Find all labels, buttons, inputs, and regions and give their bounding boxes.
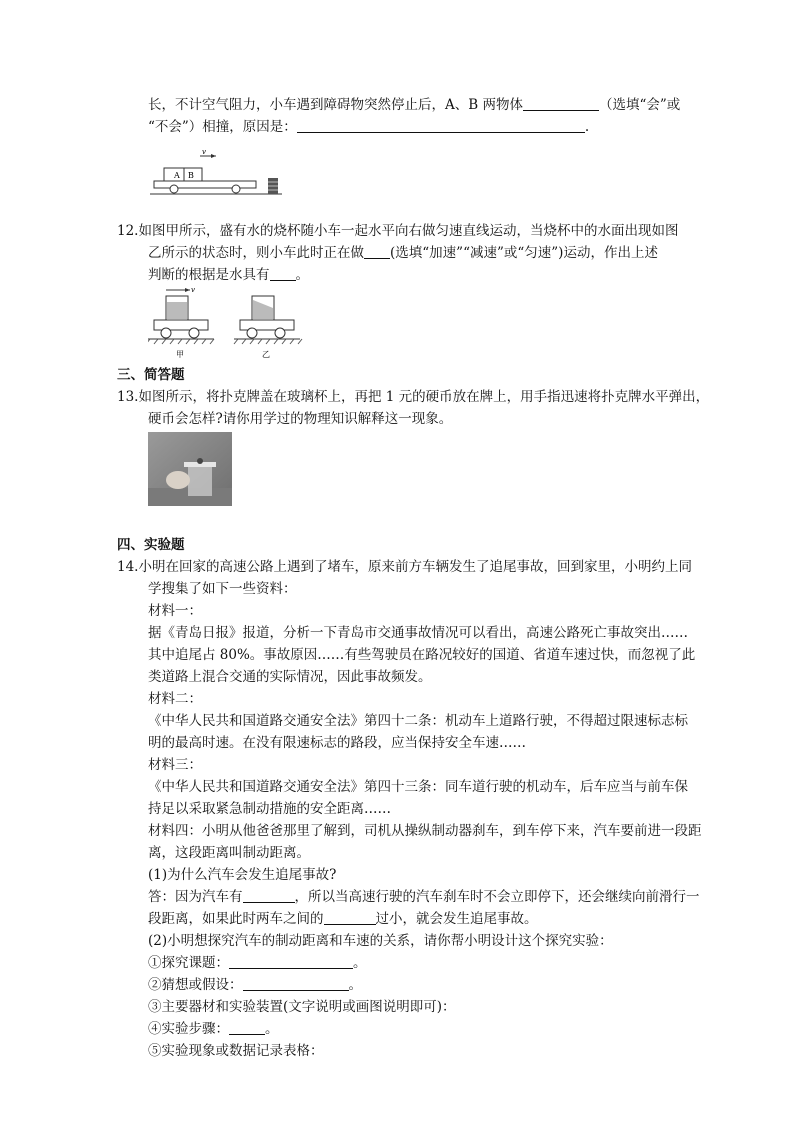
material-text: 类道路上混合交通的实际情况，因此事故频发。 [148,669,432,685]
design-item-label: ①探究课题： [148,955,229,971]
material-title: 材料三： [148,757,202,773]
answer-blank[interactable] [364,244,390,259]
material-text: 其中追尾占 80%。事故原因……有些驾驶员在路况较好的国道、省道车速过快，而忽视了此 [148,647,696,663]
glass [188,466,212,496]
block-a-label: A [174,171,180,180]
material-text: 离，这段距离叫制动距离。 [148,845,310,861]
sub-question: (1)为什么汽车会发生追尾事故? [148,867,337,883]
q12-text: 乙所示的状态时，则小车此时正在做 [148,245,364,261]
material-text: 《中华人民共和国道路交通安全法》第四十三条：同车道行驶的机动车，后车应当与前车保 [148,779,688,795]
design-item-label: ②猜想或假设： [148,977,243,993]
q14-line1: 14.小明在回家的高速公路上遇到了堵车，原来前方车辆发生了追尾事故，回到家里，小明约上同 [117,559,692,575]
answer-blank[interactable] [270,266,296,281]
answer-blank[interactable] [297,118,585,133]
q11-text: 长，不计空气阻力，小车遇到障碍物突然停止后，A、B 两物体 [148,97,523,113]
material-title: 材料二： [148,691,202,707]
material-text: 明的最高时速。在没有限速标志的路段，应当保持安全车速…… [148,735,526,751]
material-text: 持足以采取紧急制动措施的安全距离…… [148,801,391,817]
q14-line2: 学搜集了如下一些资料： [148,581,297,597]
design-item-end: 。 [348,977,362,993]
design-item-label: ④实验步骤： [148,1021,229,1037]
answer-blank[interactable] [523,96,599,111]
q12-line3 [148,266,309,284]
coin [197,458,203,464]
cart-body [154,181,256,188]
design-item [148,976,362,994]
q11-text: . [584,119,590,135]
q12-text: 。 [295,267,309,283]
q13-line2: 硬币会怎样?请你用学过的物理知识解释这一现象。 [148,411,453,427]
q11-line2 [148,118,589,136]
design-item-end: 。 [265,1021,279,1037]
design-item [148,1020,279,1038]
answer-blank[interactable] [243,976,349,991]
wheel [170,185,178,193]
q12-text: 判断的根据是水具有 [148,267,270,283]
caption-jia: 甲 [176,350,184,359]
cart-obstacle-figure [150,146,285,198]
section-heading: 四、实验题 [117,537,185,553]
hand [166,471,190,489]
material-text: 材料四：小明从他爸爸那里了解到，司机从操纵制动器刹车，到车停下来，汽车要前进一段距 [148,823,702,839]
cart-yi [240,320,294,330]
answer-blank[interactable] [229,1020,265,1035]
q12-line2 [148,244,658,262]
q12-text: (选填“加速”“减速”或“匀速”)运动，作出上述 [390,245,658,261]
water-jia [167,302,187,319]
answer-blank[interactable] [229,954,353,969]
answer-text: 答：因为汽车有 [148,889,243,905]
q11-line1 [148,96,680,114]
design-item: ⑤实验现象或数据记录表格： [148,1043,324,1059]
design-item: ③主要器材和实验装置(文字说明或画图说明即可)： [148,999,456,1015]
material-title: 材料一： [148,603,202,619]
material-text: 《中华人民共和国道路交通安全法》第四十二条：机动车上道路行驶，不得超过限速标志标 [148,713,688,729]
section-heading: 三、简答题 [117,367,185,383]
sub-question: (2)小明想探究汽车的制动距离和车速的关系，请你帮小明设计这个探究实验： [148,933,613,949]
q12-line1: 12.如图甲所示，盛有水的烧杯随小车一起水平向右做匀速直线运动，当烧杯中的水面出现如图 [117,223,679,239]
material-text: 据《青岛日报》报道，分析一下青岛市交通事故情况可以看出，高速公路死亡事故突出…… [148,625,688,641]
answer-blank[interactable] [243,888,295,903]
answer-line [148,910,538,928]
answer-line [148,888,700,906]
velocity-label: v [191,286,195,294]
caption-yi: 乙 [262,350,270,359]
design-item-end: 。 [353,955,367,971]
answer-text: 段距离，如果此时两车之间的 [148,911,324,927]
wheel [189,328,199,338]
block-b-label: B [188,171,194,180]
card-coin-photo [148,432,232,506]
beaker-cart-figure [148,284,308,362]
cart-jia [154,320,208,330]
answer-text: ，所以当高速行驶的汽车刹车时不会立即停下，还会继续向前滑行一 [294,889,700,905]
q11-text: （选填“会”或 [598,97,681,113]
design-item [148,954,367,972]
wheel [247,328,257,338]
wheel [275,328,285,338]
wheel [161,328,171,338]
wheel [232,185,240,193]
q13-line1: 13.如图所示，将扑克牌盖在玻璃杯上，再把 1 元的硬币放在牌上，用手指迅速将扑克牌水平弹出， [117,389,710,405]
answer-text: 过小，就会发生追尾事故。 [375,911,538,927]
answer-blank[interactable] [324,910,376,925]
q11-text: “不会”）相撞，原因是： [148,119,297,135]
velocity-label: v [202,148,206,156]
